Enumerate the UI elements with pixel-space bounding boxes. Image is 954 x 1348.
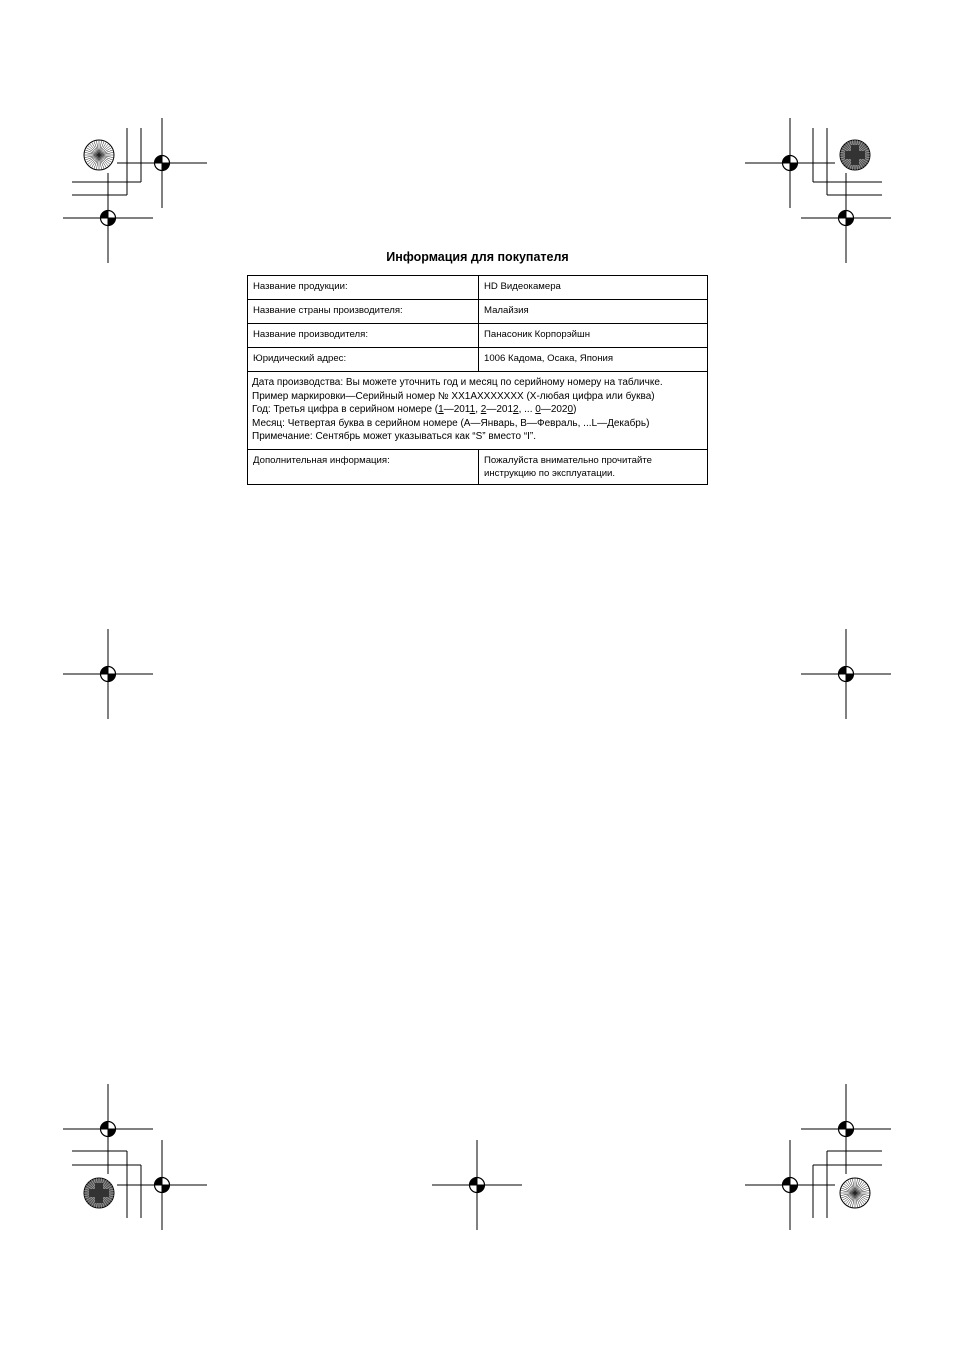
table-row (248, 324, 708, 348)
row-value: 1006 Кадома, Осака, Япония (479, 348, 708, 372)
row-label: Название производителя: (248, 324, 479, 348)
production-line-4: Месяц: Четвертая буква в серийном номере (A—Январь, B—Февраль, ...L—Декабрь) (252, 417, 650, 429)
production-line-2: Пример маркировки—Серийный номер № XX1AXXXXXXX (X-любая цифра или буква) (252, 390, 655, 402)
table-row (248, 276, 708, 300)
row-value: HD Видеокамера (479, 276, 708, 300)
additional-label: Дополнительная информация: (248, 449, 479, 484)
row-value: Панасоник Корпорэйшн (479, 324, 708, 348)
row-label: Название страны производителя: (248, 300, 479, 324)
additional-value: Пожалуйста внимательно прочитайте инструкцию по эксплуатации. (479, 449, 708, 484)
table-row (248, 348, 708, 372)
row-label: Название продукции: (248, 276, 479, 300)
table-row (248, 449, 708, 484)
page-title: Информация для покупателя (386, 250, 569, 264)
production-line-1: Дата производства: Вы можете уточнить год и месяц по серийному номеру на табличке. (252, 377, 663, 388)
info-table (247, 275, 708, 485)
production-line-5: Примечание: Сентябрь может указываться как “S” вместо “I”. (252, 431, 537, 442)
row-label: Юридический адрес: (248, 348, 479, 372)
production-date-info (248, 372, 708, 450)
table-row (248, 300, 708, 324)
production-line-3: Год: Третья цифра в серийном номере (1—2011, 2—2012, ... 0—2020) (252, 404, 577, 415)
production-date-row (248, 372, 708, 450)
row-value: Малайзия (479, 300, 708, 324)
